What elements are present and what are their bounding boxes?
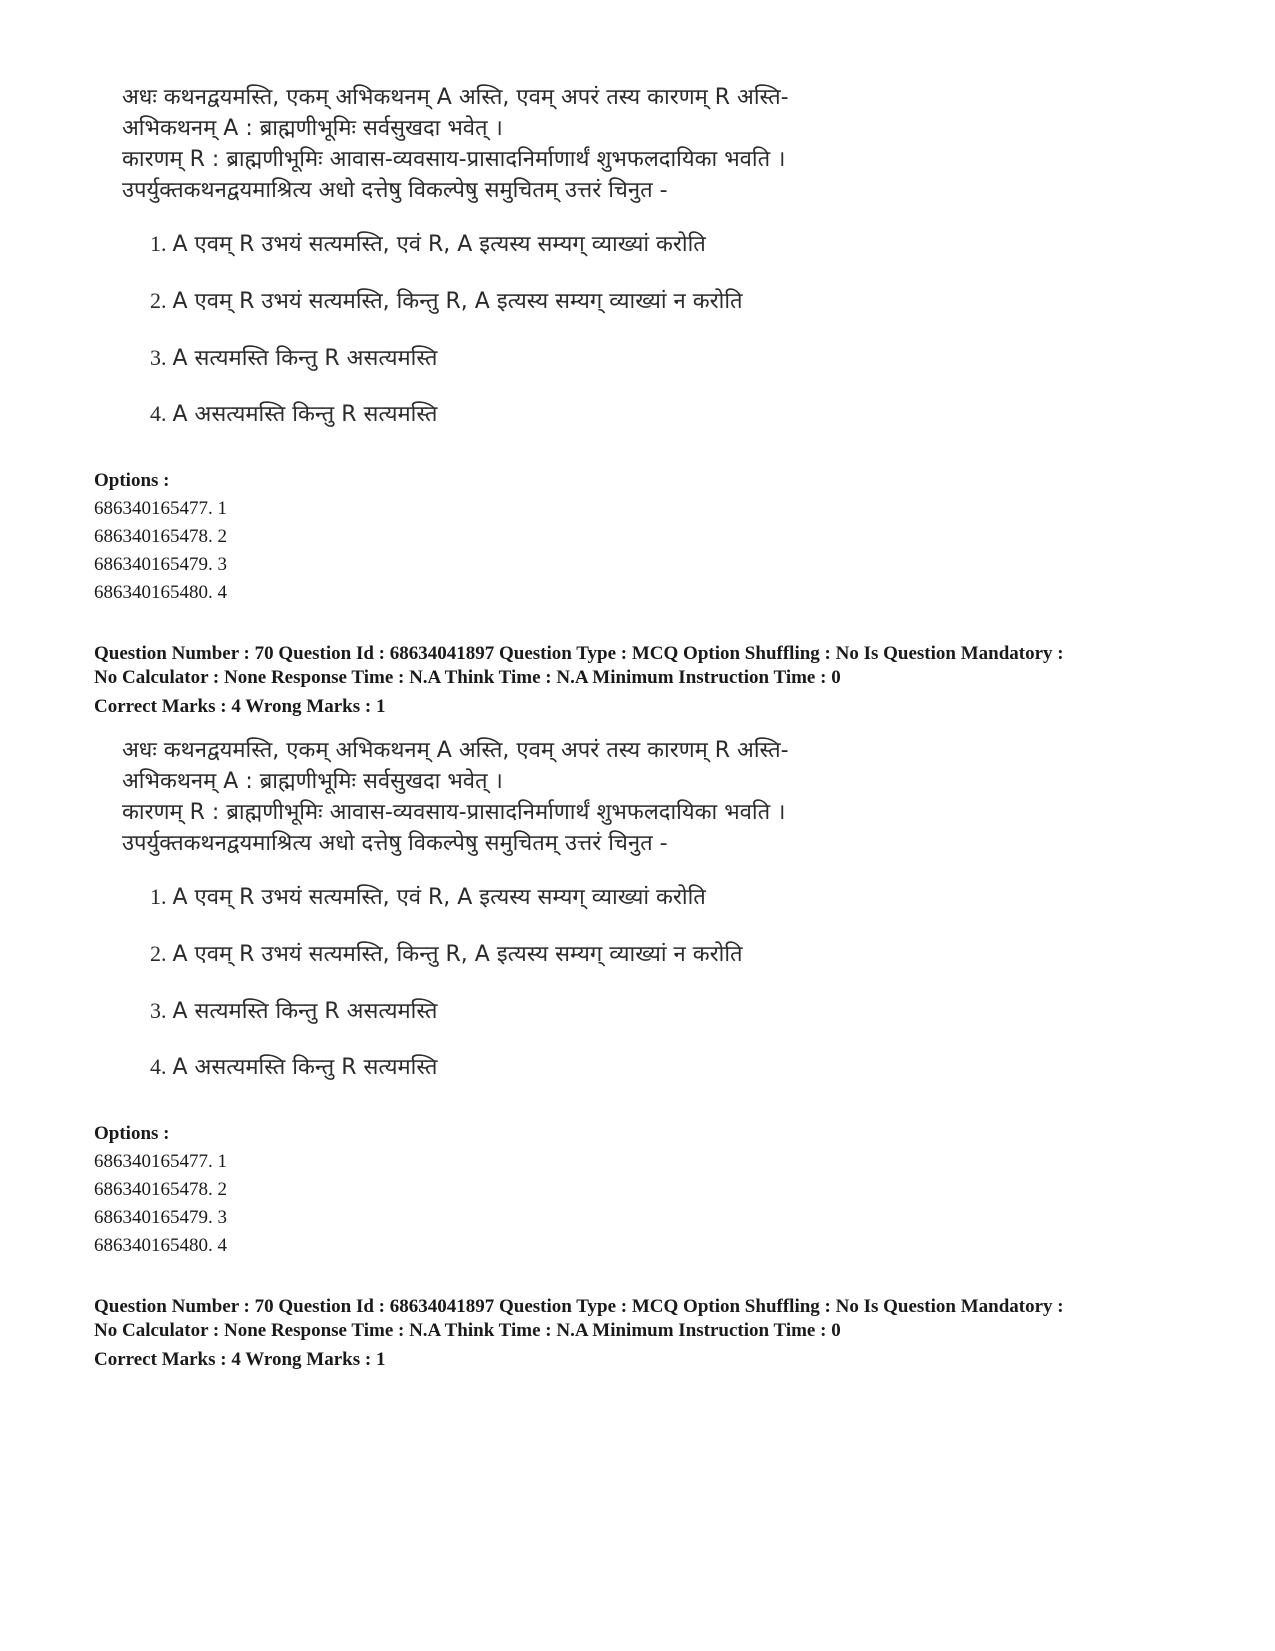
question-text [122,82,942,206]
choice-text: A सत्यमस्ति किन्तु R असत्यमस्ति [172,346,438,371]
choice-text: A एवम् R उभयं सत्यमस्ति, किन्तु R, A इत्यस्य सम्यग् व्याख्यां न करोति [172,942,743,967]
choice-text: A एवम् R उभयं सत्यमस्ति, एवं R, A इत्यस्य सम्यग् व्याख्यां करोति [172,232,706,257]
question-line: कारणम् R : ब्राह्मणीभूमिः आवास-व्यवसाय-प्रासादनिर्माणार्थं शुभफलदायिका भवति । [122,147,786,172]
option-item: 686340165478. 2 [94,526,227,547]
choice-number: 4. [150,401,167,426]
choice-text: A एवम् R उभयं सत्यमस्ति, एवं R, A इत्यस्य सम्यग् व्याख्यां करोति [172,885,706,910]
choice-item [150,342,437,372]
choice-number: 3. [150,345,167,370]
question-line: उपर्युक्तकथनद्वयमाश्रित्य अधो दत्तेषु विकल्पेषु समुचितम् उत्तरं चिनुत - [122,831,668,856]
question-meta-line: No Calculator : None Response Time : N.A Think Time : N.A Minimum Instruction Time : 0 [94,1320,841,1341]
option-item: 686340165477. 1 [94,1151,227,1172]
choice-item [150,881,706,911]
options-heading: Options : [94,470,170,491]
option-item: 686340165480. 4 [94,1235,227,1256]
choice-number: 2. [150,288,167,313]
option-item: 686340165479. 3 [94,554,227,575]
choice-text: A असत्यमस्ति किन्तु R सत्यमस्ति [172,402,438,427]
option-item: 686340165480. 4 [94,582,227,603]
question-meta-line: Question Number : 70 Question Id : 68634041897 Question Type : MCQ Option Shuffling : No Is Question Mandatory : [94,1296,1064,1317]
choice-number: 3. [150,998,167,1023]
option-item: 686340165477. 1 [94,498,227,519]
marks-line: Correct Marks : 4 Wrong Marks : 1 [94,696,386,717]
question-line: अधः कथनद्वयमस्ति, एकम् अभिकथनम् A अस्ति, एवम् अपरं तस्य कारणम् R अस्ति- [122,85,789,110]
choice-item [150,398,437,428]
choice-text: A एवम् R उभयं सत्यमस्ति, किन्तु R, A इत्यस्य सम्यग् व्याख्यां न करोति [172,289,743,314]
question-meta [94,642,1214,690]
option-item: 686340165478. 2 [94,1179,227,1200]
question-meta [94,1295,1214,1343]
choice-item [150,1051,437,1081]
choice-text: A सत्यमस्ति किन्तु R असत्यमस्ति [172,999,438,1024]
choice-number: 2. [150,941,167,966]
question-line: अभिकथनम् A : ब्राह्मणीभूमिः सर्वसुखदा भवेत् । [122,769,503,794]
question-meta-line: Question Number : 70 Question Id : 68634041897 Question Type : MCQ Option Shuffling : No Is Question Mandatory : [94,643,1064,664]
choice-number: 4. [150,1054,167,1079]
choice-item [150,995,437,1025]
choice-item [150,938,743,968]
question-meta-line: No Calculator : None Response Time : N.A Think Time : N.A Minimum Instruction Time : 0 [94,667,841,688]
question-line: अधः कथनद्वयमस्ति, एकम् अभिकथनम् A अस्ति, एवम् अपरं तस्य कारणम् R अस्ति- [122,738,789,763]
option-item: 686340165479. 3 [94,1207,227,1228]
question-line: अभिकथनम् A : ब्राह्मणीभूमिः सर्वसुखदा भवेत् । [122,116,503,141]
marks-line: Correct Marks : 4 Wrong Marks : 1 [94,1349,386,1370]
choice-text: A असत्यमस्ति किन्तु R सत्यमस्ति [172,1055,438,1080]
options-heading: Options : [94,1123,170,1144]
question-line: उपर्युक्तकथनद्वयमाश्रित्य अधो दत्तेषु विकल्पेषु समुचितम् उत्तरं चिनुत - [122,178,668,203]
choice-item [150,228,706,258]
question-line: कारणम् R : ब्राह्मणीभूमिः आवास-व्यवसाय-प्रासादनिर्माणार्थं शुभफलदायिका भवति । [122,800,786,825]
question-text [122,735,942,859]
choice-number: 1. [150,231,167,256]
choice-number: 1. [150,884,167,909]
choice-item [150,285,743,315]
